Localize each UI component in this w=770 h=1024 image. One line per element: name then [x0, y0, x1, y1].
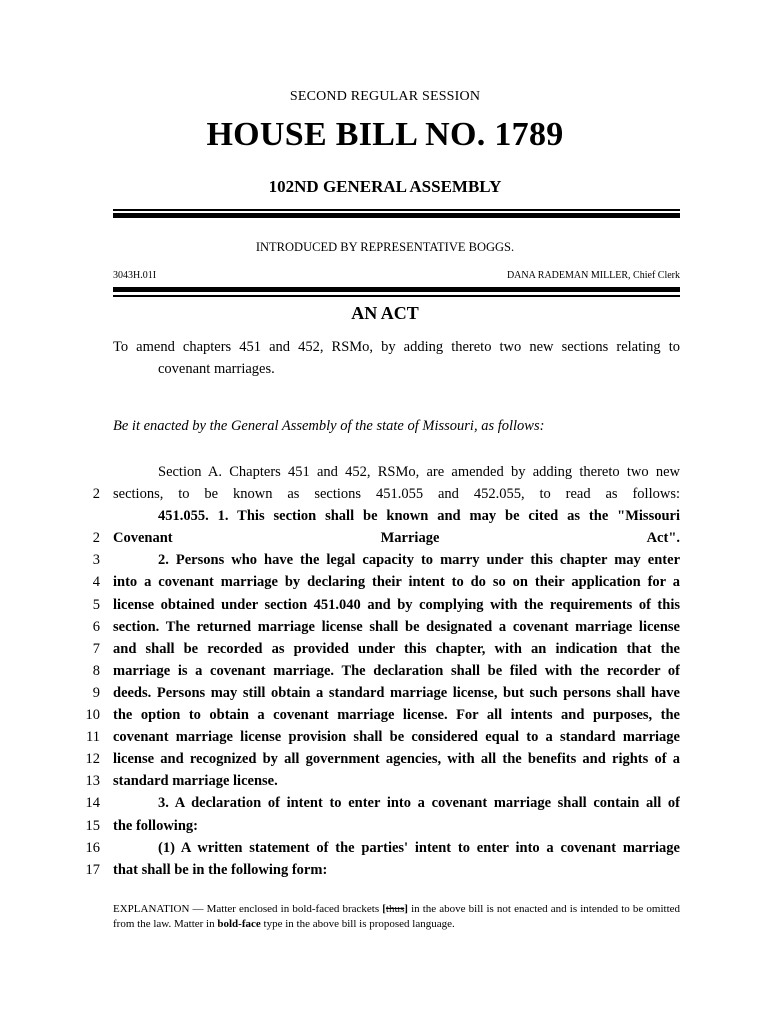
bracket: ] [404, 903, 408, 915]
line-text: Section A. Chapters 451 and 452, RSMo, are amended by adding thereto two new [158, 464, 680, 480]
text-line [0, 837, 770, 859]
chief-clerk: DANA RADEMAN MILLER, Chief Clerk [506, 270, 680, 281]
line-number: 14 [85, 795, 100, 812]
line-number: 4 [92, 574, 100, 591]
line-number: 13 [85, 773, 100, 790]
line-text: license and recognized by all government agencies, with all the benefits and rights of a [113, 751, 680, 768]
text-line [0, 815, 770, 837]
session-label: SECOND REGULAR SESSION [289, 89, 481, 104]
line-text: 2. Persons who have the legal capacity to marry under this chapter may enter [158, 552, 680, 569]
explanation-text: EXPLANATION — Matter enclosed in bold-faced brackets [113, 903, 380, 915]
line-number: 10 [85, 707, 100, 724]
line-number: 5 [92, 596, 100, 613]
text-line [0, 859, 770, 881]
explanation-text: type in the above bill is proposed language. [263, 918, 455, 930]
line-text: (1) A written statement of the parties' intent to enter into a covenant marriage [158, 839, 680, 856]
line-text: section. The returned marriage license shall be designated a covenant marriage license [113, 618, 680, 635]
text-line [0, 726, 770, 748]
line-number: 9 [92, 684, 100, 701]
text-line [0, 682, 770, 704]
line-number: 17 [85, 861, 100, 878]
line-text: Covenant Marriage Act". [113, 530, 680, 547]
text-line [0, 571, 770, 593]
text-line [0, 505, 770, 527]
introduced-by: INTRODUCED BY REPRESENTATIVE BOGGS. [255, 240, 515, 254]
line-text: 451.055. 1. This section shall be known and may be cited as the "Missouri [158, 508, 680, 525]
text-line [0, 704, 770, 726]
line-number: 7 [92, 640, 100, 657]
line-number: 2 [92, 530, 100, 547]
line-text: into a covenant marriage by declaring their intent to do so on their application for a [113, 574, 680, 591]
text-line [0, 594, 770, 616]
line-number: 8 [92, 662, 100, 679]
line-number: 11 [86, 729, 100, 746]
divider [113, 213, 680, 218]
line-text: 3. A declaration of intent to enter into a covenant marriage shall contain all of [158, 795, 680, 812]
text-line [0, 483, 770, 505]
act-heading: AN ACT [351, 303, 419, 323]
text-line [0, 770, 770, 792]
line-text: covenant marriage license provision shall be considered equal to a standard marriage [113, 729, 680, 746]
assembly-label: 102ND GENERAL ASSEMBLY [268, 177, 502, 196]
line-text: deeds. Persons may still obtain a standard marriage license, but such persons shall have [113, 684, 680, 701]
text-line [0, 748, 770, 770]
line-number: 12 [85, 751, 100, 768]
bill-code: 3043H.01I [113, 270, 157, 281]
text-line [0, 616, 770, 638]
bill-title: HOUSE BILL NO. 1789 [206, 116, 564, 153]
text-line [0, 549, 770, 571]
line-text: that shall be in the following form: [113, 861, 328, 878]
line-text: the option to obtain a covenant marriage license. For all intents and purposes, the [113, 707, 680, 724]
text-line [0, 792, 770, 814]
divider [113, 287, 680, 292]
line-number: 6 [92, 618, 100, 635]
line-text: standard marriage license. [113, 773, 278, 790]
line-text: license obtained under section 451.040 and by complying with the requirements of this [113, 596, 680, 613]
enacting-clause: Be it enacted by the General Assembly of the state of Missouri, as follows: [113, 418, 545, 434]
explanation-note [113, 902, 680, 932]
act-purpose [113, 336, 680, 380]
line-text: marriage is a covenant marriage. The declaration shall be filed with the recorder of [113, 662, 680, 679]
act-purpose-line: To amend chapters 451 and 452, RSMo, by adding thereto two new sections relating to [113, 339, 680, 355]
explanation-text: in the above bill is not enacted and is intended to be omitted from the law. Matter in [113, 903, 681, 930]
line-number: 3 [92, 552, 100, 569]
line-number: 16 [85, 839, 100, 856]
line-text: sections, to be known as sections 451.055 and 452.055, to read as follows: [113, 486, 680, 503]
text-line [0, 527, 770, 549]
text-line [0, 660, 770, 682]
line-number: 15 [85, 817, 100, 834]
divider [113, 295, 680, 297]
divider [113, 209, 680, 211]
bracket: [ [382, 903, 386, 915]
line-text: the following: [113, 817, 198, 834]
bold-example: bold-face [217, 918, 261, 930]
struck-example: thus [385, 903, 405, 915]
text-line [0, 461, 770, 483]
act-purpose-line: covenant marriages. [158, 361, 275, 377]
bill-text [0, 461, 770, 881]
text-line [0, 638, 770, 660]
line-number: 2 [92, 486, 100, 503]
line-text: and shall be recorded as provided under this chapter, with an indication that the [113, 640, 680, 657]
